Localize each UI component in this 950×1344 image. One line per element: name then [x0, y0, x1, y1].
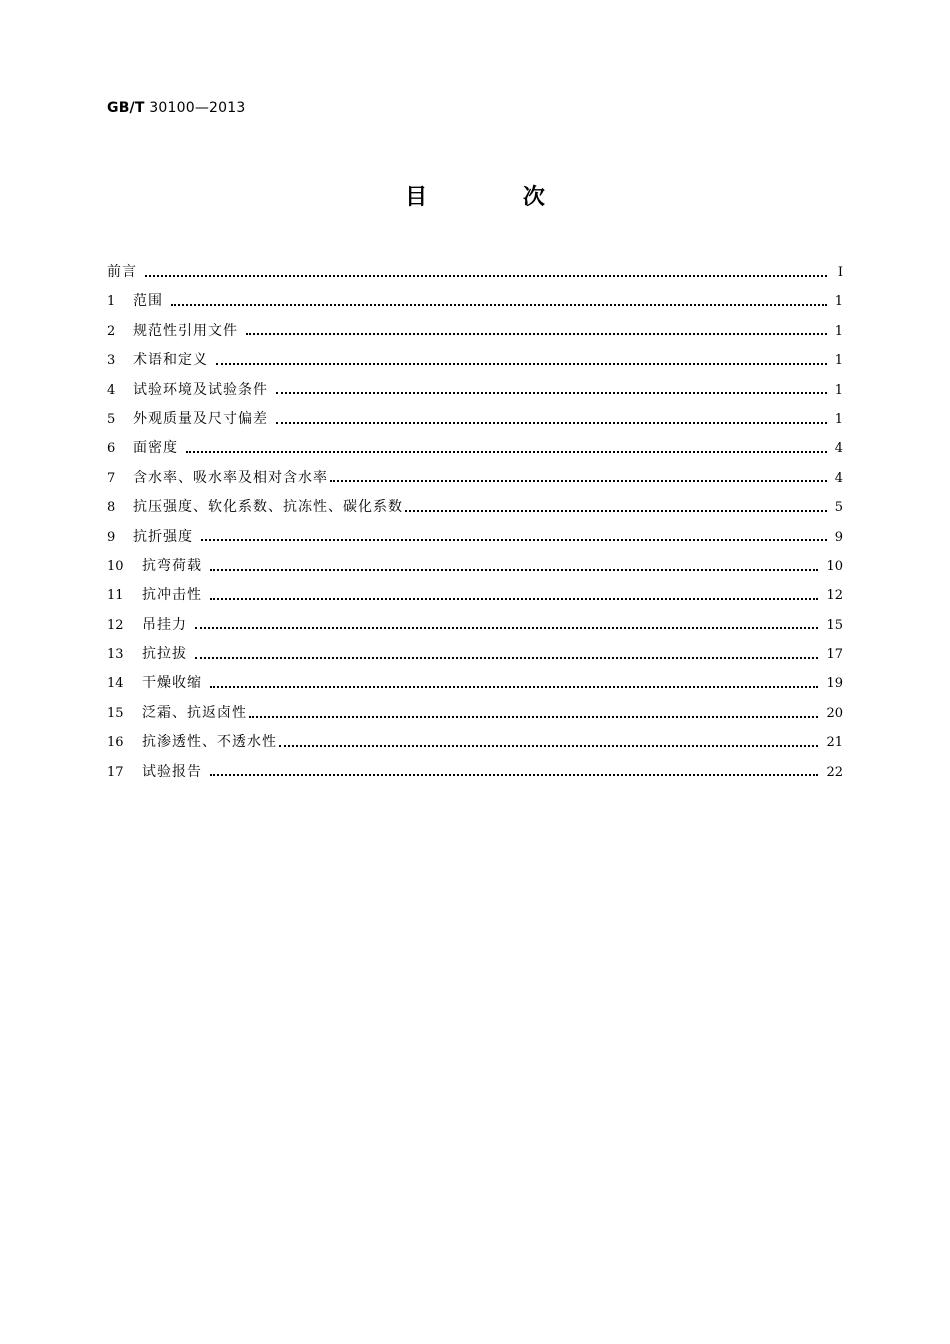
toc-entry[interactable]	[107, 699, 843, 728]
toc-entry-page: Ⅰ	[837, 265, 843, 280]
toc-entry[interactable]	[107, 376, 843, 405]
toc-entry-label: 抗渗透性、不透水性	[142, 734, 277, 751]
toc-entry-number: 11	[107, 588, 124, 604]
toc-entry[interactable]	[107, 346, 843, 375]
toc-leader-dots	[276, 383, 827, 397]
toc-entry-label: 抗拉拔	[142, 646, 187, 663]
toc-entry-page: 21	[826, 735, 843, 751]
toc-entry-number: 14	[107, 676, 124, 692]
page-title: 目 次	[405, 185, 589, 210]
toc-entry-label: 试验环境及试验条件	[133, 381, 268, 398]
toc-entry-number: 4	[107, 382, 116, 398]
toc-entry[interactable]	[107, 758, 843, 787]
toc-entry[interactable]	[107, 640, 843, 669]
toc-entry-number: 10	[107, 558, 124, 574]
toc-entry-label: 术语和定义	[133, 352, 208, 369]
toc-entry-number: 17	[107, 764, 124, 780]
toc-entry[interactable]	[107, 493, 843, 522]
toc-entry[interactable]	[107, 434, 843, 463]
toc-entry-number: 16	[107, 735, 124, 751]
toc-entry-page: 1	[834, 323, 843, 339]
toc-entry-page: 4	[834, 441, 843, 457]
toc-leader-dots	[210, 589, 818, 603]
toc-entry-label: 抗冲击性	[142, 587, 202, 604]
toc-leader-dots	[195, 618, 818, 632]
toc-entry-page: 5	[834, 500, 843, 516]
toc-leader-dots	[279, 736, 818, 750]
toc-leader-dots	[276, 413, 827, 427]
toc-leader-dots	[195, 648, 818, 662]
toc-entry-number: 9	[107, 529, 116, 545]
toc-entry-page: 1	[834, 382, 843, 398]
standard-prefix: GB/T	[107, 100, 145, 116]
toc-leader-dots	[210, 677, 818, 691]
toc-entry-page: 22	[826, 764, 843, 780]
toc-entry-number: 15	[107, 705, 124, 721]
standard-code	[107, 100, 245, 116]
toc-leader-dots	[405, 501, 827, 515]
toc-entry[interactable]	[107, 464, 843, 493]
toc-entry-page: 9	[834, 529, 843, 545]
toc-entry-number: 12	[107, 617, 124, 633]
toc-entry-label: 泛霜、抗返卤性	[142, 704, 247, 721]
toc-entry-page: 4	[834, 470, 843, 486]
toc-entry[interactable]	[107, 405, 843, 434]
toc-entry-page: 1	[834, 411, 843, 427]
toc-leader-dots	[171, 295, 827, 309]
toc-entry-label: 外观质量及尺寸偏差	[133, 410, 268, 427]
toc-entry-label: 抗压强度、软化系数、抗冻性、碳化系数	[133, 499, 403, 516]
toc-entry-number: 13	[107, 647, 124, 663]
toc-entry[interactable]	[107, 317, 843, 346]
toc-entry-page: 12	[826, 588, 843, 604]
toc-entry[interactable]	[107, 552, 843, 581]
toc-entry-number: 1	[107, 294, 116, 310]
toc-entry[interactable]	[107, 669, 843, 698]
toc-entry-label: 规范性引用文件	[133, 322, 238, 339]
toc-leader-dots	[330, 471, 827, 485]
toc-entry-label: 干燥收缩	[142, 675, 202, 692]
toc-leader-dots	[216, 354, 827, 368]
toc-entry-page: 10	[826, 558, 843, 574]
toc-entry-page: 1	[834, 294, 843, 310]
toc-entry-number: 6	[107, 441, 116, 457]
toc-entry[interactable]	[107, 287, 843, 316]
table-of-contents	[107, 258, 843, 787]
toc-entry-label: 吊挂力	[142, 616, 187, 633]
toc-entry-page: 20	[826, 705, 843, 721]
toc-entry-number: 7	[107, 470, 116, 486]
toc-leader-dots	[210, 765, 818, 779]
toc-leader-dots	[186, 442, 827, 456]
toc-entry-page: 15	[826, 617, 843, 633]
toc-leader-dots	[246, 324, 827, 338]
toc-entry-label: 范围	[133, 293, 163, 310]
toc-entry[interactable]	[107, 523, 843, 552]
toc-leader-dots	[249, 707, 818, 721]
toc-entry-number: 3	[107, 353, 116, 369]
toc-entry-label: 含水率、吸水率及相对含水率	[133, 469, 328, 486]
toc-entry-number: 5	[107, 411, 116, 427]
toc-leader-dots	[145, 266, 827, 280]
toc-entry-page: 1	[834, 353, 843, 369]
toc-entry-label: 试验报告	[142, 763, 202, 780]
toc-entry-label: 面密度	[133, 440, 178, 457]
toc-leader-dots	[201, 530, 827, 544]
toc-entry-label: 抗弯荷载	[142, 557, 202, 574]
toc-entry-label: 抗折强度	[133, 528, 193, 545]
toc-entry[interactable]	[107, 581, 843, 610]
toc-entry[interactable]	[107, 611, 843, 640]
toc-entry[interactable]	[107, 728, 843, 757]
standard-number: 30100—2013	[149, 100, 246, 116]
toc-leader-dots	[210, 560, 818, 574]
toc-entry-page: 17	[826, 647, 843, 663]
toc-entry-page: 19	[826, 676, 843, 692]
toc-entry-number: 8	[107, 500, 116, 516]
toc-entry-preface[interactable]	[107, 258, 843, 287]
toc-entry-number: 2	[107, 323, 116, 339]
toc-entry-label: 前言	[107, 264, 137, 280]
